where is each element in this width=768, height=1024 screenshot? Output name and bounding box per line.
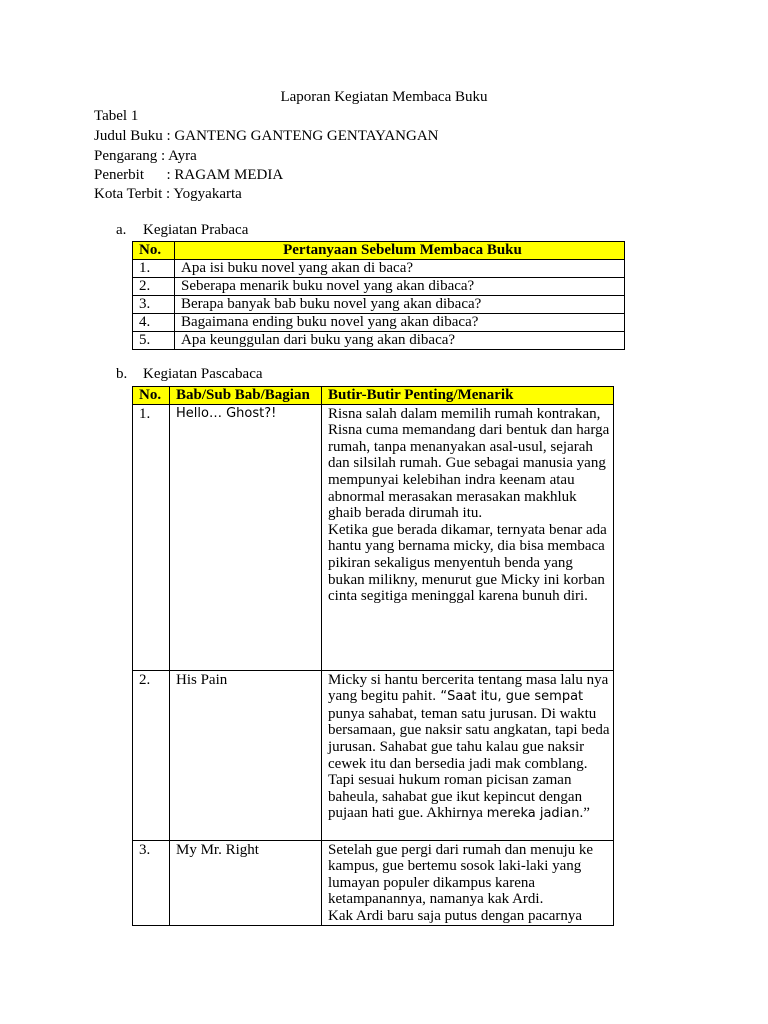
table-row	[133, 840, 614, 925]
row-no: 4.	[133, 314, 175, 332]
row-no: 2.	[133, 670, 170, 840]
table-row	[133, 260, 625, 278]
prabaca-table	[132, 241, 625, 350]
notes-text: .”	[579, 805, 590, 822]
col-no-header: No.	[133, 242, 175, 260]
table-row	[133, 296, 625, 314]
city-line: Kota Terbit : Yogyakarta	[94, 186, 242, 202]
section-b-label: Kegiatan Pascabaca	[143, 366, 263, 382]
col-bab-header: Bab/Sub Bab/Bagian	[170, 387, 322, 405]
section-b-marker: b.	[116, 366, 128, 382]
notes-paragraph: Kak Ardi baru saja putus dengan pacarnya	[328, 907, 583, 924]
notes-paragraph: Ketika gue berada dikamar, ternyata benar ada hantu yang bernama micky, dia bisa membaca pikiran sekaligus menyentuh benda yang bukan milikny, menurut gue Micky ini korban cinta segitiga meninggal karena bunuh diri.	[328, 521, 607, 605]
row-question: Seberapa menarik buku novel yang akan dibaca?	[175, 278, 625, 296]
col-question-header: Pertanyaan Sebelum Membaca Buku	[175, 242, 625, 260]
row-no: 3.	[133, 296, 175, 314]
notes-paragraph: Risna salah dalam memilih rumah kontrakan, Risna cuma memandang dari bentuk dan harga rumah, tanpa menanyakan asal-usul, sejarah dan silsilah rumah. Gue sebagai manusia yang mempunyai kelebihan indra keenam atau abnormal merasakan merasakan makhluk ghaib berada dirumah itu.	[328, 405, 610, 522]
row-question: Apa keunggulan dari buku yang akan dibaca?	[175, 332, 625, 350]
notes-text: punya sahabat, teman satu jurusan. Di waktu bersamaan, gue naksir satu angkatan, tapi beda jurusan. Sahabat gue tahu kalau gue naksir cewek itu dan bersedia jadi mak comblang. Tapi sesuai hukum roman picisan zaman baheula, sahabat gue ikut kepincut dengan pujaan hati gue. Akhirnya	[328, 705, 610, 822]
col-butir-header: Butir-Butir Penting/Menarik	[322, 387, 614, 405]
row-notes	[322, 840, 614, 925]
section-b-heading	[116, 366, 263, 383]
row-no: 2.	[133, 278, 175, 296]
row-chapter: His Pain	[170, 670, 322, 840]
section-a-heading	[116, 222, 249, 239]
notes-text: Micky si hantu bercerita tentang masa lalu nya yang begitu pahit	[328, 671, 609, 705]
row-chapter: My Mr. Right	[170, 840, 322, 925]
table-row	[133, 278, 625, 296]
table-header-row	[133, 242, 625, 260]
table-row	[133, 314, 625, 332]
row-notes	[322, 404, 614, 670]
notes-paragraph: Setelah gue pergi dari rumah dan menuju ke kampus, gue bertemu sosok laki-laki yang lumayan populer dikampus karena ketampanannya, namanya kak Ardi.	[328, 841, 594, 908]
row-no: 1.	[133, 260, 175, 278]
pascabaca-table	[132, 386, 614, 926]
section-a-marker: a.	[116, 222, 127, 238]
notes-quote-start: . “Saat itu, gue sempat	[432, 689, 584, 705]
table-label: Tabel 1	[94, 108, 139, 124]
section-a-label: Kegiatan Prabaca	[143, 222, 249, 238]
table-header-row	[133, 387, 614, 405]
book-title-line: Judul Buku : GANTENG GANTENG GENTAYANGAN	[94, 128, 439, 144]
table-row	[133, 404, 614, 670]
row-question: Apa isi buku novel yang akan di baca?	[175, 260, 625, 278]
author-line: Pengarang : Ayra	[94, 148, 197, 164]
row-question: Bagaimana ending buku novel yang akan dibaca?	[175, 314, 625, 332]
row-no: 1.	[133, 404, 170, 670]
row-no: 3.	[133, 840, 170, 925]
table-row	[133, 670, 614, 840]
page-title: Laporan Kegiatan Membaca Buku	[280, 89, 488, 105]
row-notes	[322, 670, 614, 840]
notes-quote-end: mereka jadian	[486, 806, 580, 822]
col-no-header: No.	[133, 387, 170, 405]
row-no: 5.	[133, 332, 175, 350]
row-question: Berapa banyak bab buku novel yang akan dibaca?	[175, 296, 625, 314]
publisher-line: Penerbit : RAGAM MEDIA	[94, 167, 284, 183]
table-row	[133, 332, 625, 350]
row-chapter: Hello… Ghost?!	[170, 404, 322, 670]
